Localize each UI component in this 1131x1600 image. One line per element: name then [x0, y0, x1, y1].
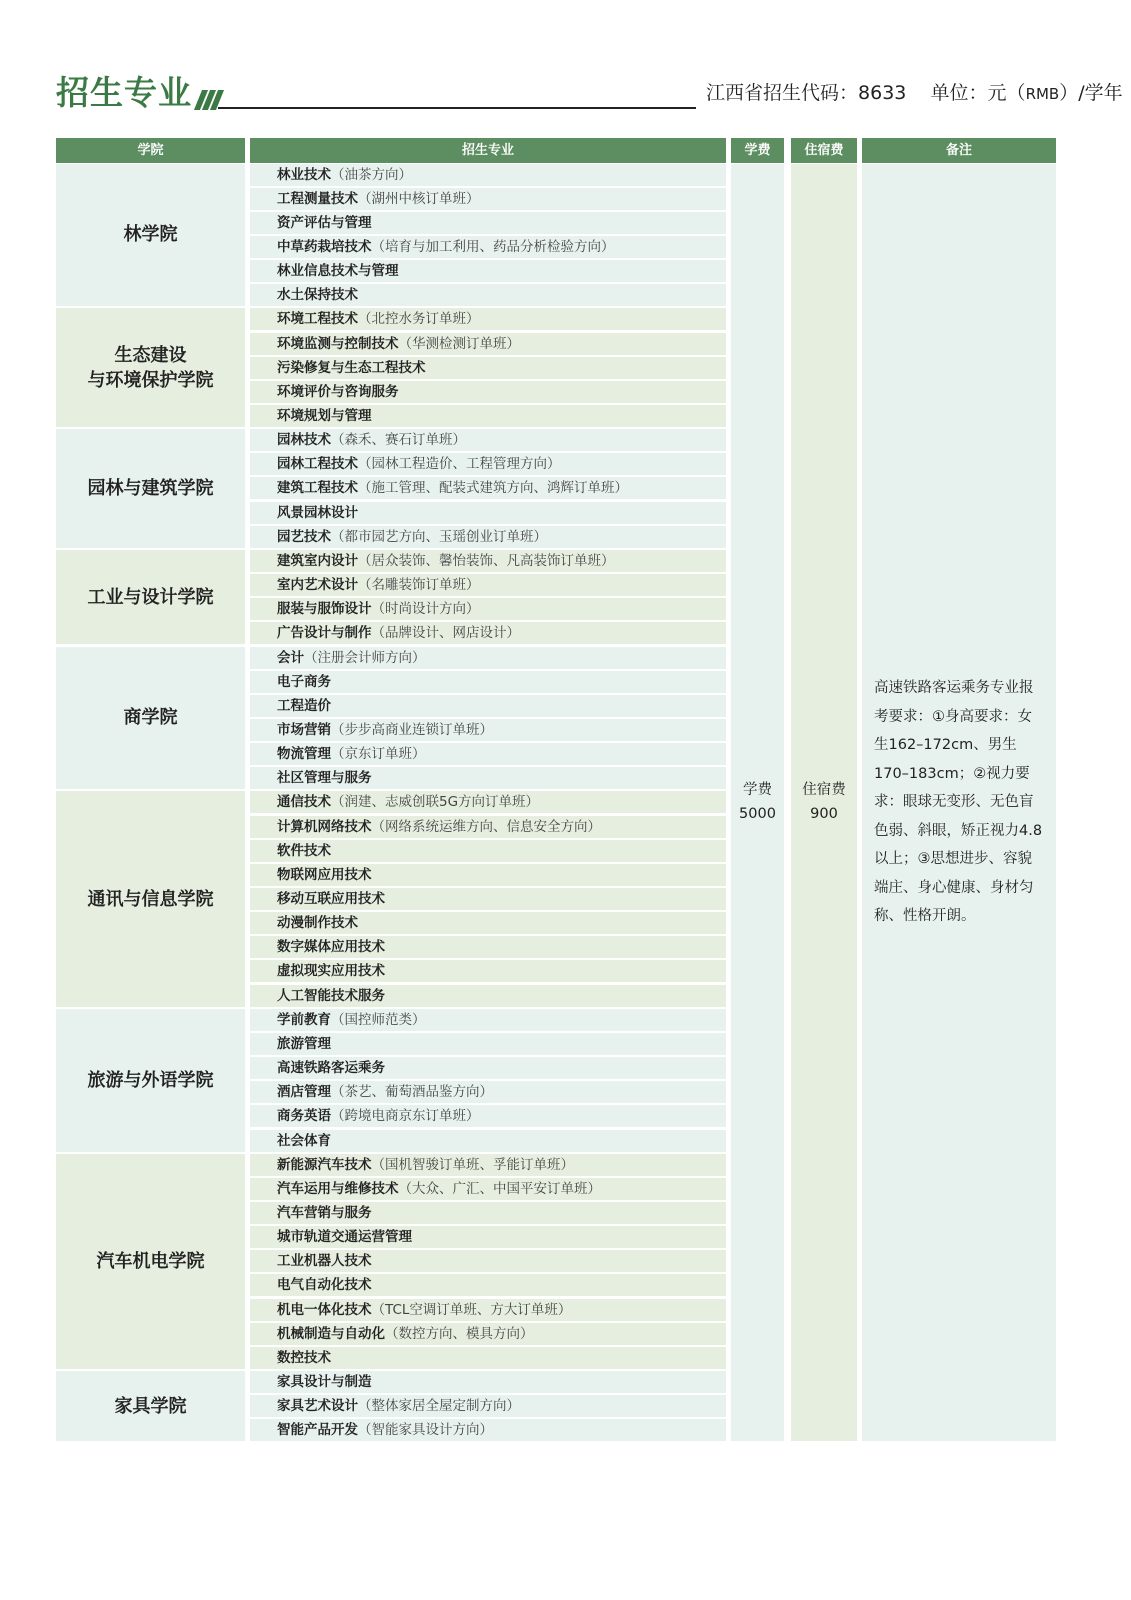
major-name: 工程测量技术: [277, 190, 358, 207]
major-name: 数控技术: [277, 1349, 331, 1366]
major-row: [250, 357, 726, 379]
college-cell: [56, 1371, 245, 1441]
major-note: （京东订单班）: [331, 746, 426, 763]
major-note: （注册会计师方向）: [304, 649, 426, 666]
major-row: [250, 260, 726, 282]
major-row: [250, 816, 726, 838]
major-name: 社会体育: [277, 1132, 331, 1149]
major-name: 环境评价与咨询服务: [277, 383, 399, 400]
major-note: （华测检测订单班）: [398, 335, 520, 352]
college-name: 商学院: [123, 707, 178, 729]
major-note: （居众装饰、馨怡装饰、凡高装饰订单班）: [358, 552, 615, 569]
unit-suffix: ）/学年: [1059, 82, 1123, 104]
major-name: 水土保持技术: [277, 287, 358, 304]
major-row: [250, 695, 726, 717]
major-row: [250, 1250, 726, 1272]
major-note: （培育与加工利用、药品分析检验方向）: [371, 238, 615, 255]
header-rule: [218, 107, 696, 109]
major-row: [250, 1178, 726, 1200]
major-name: 中草药栽培技术: [277, 238, 372, 255]
college-name: 工业与设计学院: [87, 586, 214, 608]
major-name: 园艺技术: [277, 528, 331, 545]
major-row: [250, 647, 726, 669]
college-name: 旅游与外语学院: [87, 1069, 214, 1091]
college-cell: [56, 429, 245, 548]
major-note: （网络系统运维方向、信息安全方向）: [371, 818, 601, 835]
major-name: 通信技术: [277, 794, 331, 811]
column-header-remarks: 备注: [862, 138, 1056, 163]
major-row: [250, 405, 726, 427]
major-row: [250, 284, 726, 306]
major-name: 园林工程技术: [277, 456, 358, 473]
major-row: [250, 477, 726, 499]
major-name: 商务英语: [277, 1108, 331, 1125]
major-row: [250, 1299, 726, 1321]
major-name: 旅游管理: [277, 1035, 331, 1052]
major-name: 动漫制作技术: [277, 915, 358, 932]
major-row: [250, 719, 726, 741]
college-name: 家具学院: [114, 1395, 187, 1417]
major-note: （油茶方向）: [331, 166, 412, 183]
major-row: [250, 985, 726, 1007]
major-row: [250, 1081, 726, 1103]
major-row: [250, 936, 726, 958]
major-row: [250, 1226, 726, 1248]
major-name: 虚拟现实应用技术: [277, 963, 385, 980]
major-note: （智能家具设计方向）: [358, 1422, 493, 1439]
major-name: 服装与服饰设计: [277, 601, 372, 618]
major-row: [250, 212, 726, 234]
major-row: [250, 767, 726, 789]
tuition-cell: [731, 164, 784, 1442]
major-name: 污染修复与生态工程技术: [277, 359, 426, 376]
major-row: [250, 598, 726, 620]
major-row: [250, 1105, 726, 1127]
major-row: [250, 453, 726, 475]
column-header-lodging: 住宿费: [791, 138, 857, 163]
major-note: （森禾、赛石订单班）: [331, 432, 466, 449]
column-header-college: 学院: [56, 138, 245, 163]
page-header: [56, 72, 1123, 114]
remarks-text: 高速铁路客运乘务专业报考要求：①身高要求：女生162–172cm、男生170–183cm；②视力要求：眼球无变形、无色盲色弱、斜眼，矫正视力4.8以上；③思想进步、容貌端庄、身心健康、身材匀称、性格开朗。: [874, 680, 1043, 925]
major-row: [250, 1419, 726, 1441]
major-name: 移动互联应用技术: [277, 891, 385, 907]
major-name: 家具设计与制造: [277, 1374, 372, 1390]
major-name: 室内艺术设计: [277, 577, 358, 594]
major-note: （品牌设计、网店设计）: [371, 625, 520, 642]
college-name: 林学院: [123, 224, 178, 246]
college-cell: [56, 1009, 245, 1152]
major-name: 电气自动化技术: [277, 1277, 372, 1294]
major-note: （步步高商业连锁订单班）: [331, 721, 493, 738]
major-name: 学前教育: [277, 1011, 331, 1028]
major-name: 环境规划与管理: [277, 408, 372, 424]
tuition-value: 5000: [739, 806, 776, 823]
major-name: 工业机器人技术: [277, 1253, 372, 1270]
major-row: [250, 912, 726, 934]
unit-label: 单位：元（: [930, 82, 1026, 104]
college-cell: [56, 308, 245, 427]
major-name: 市场营销: [277, 721, 331, 738]
major-row: [250, 526, 726, 548]
admission-code: 8633: [858, 82, 907, 104]
college-cell: [56, 791, 245, 1006]
college-name: 园林与建筑学院: [87, 478, 214, 500]
major-note: （大众、广汇、中国平安订单班）: [398, 1180, 601, 1197]
major-note: （都市园艺方向、玉瑶创业订单班）: [331, 528, 547, 545]
major-note: （北控水务订单班）: [358, 311, 480, 328]
major-row: [250, 333, 726, 355]
page-title: 招生专业: [56, 73, 192, 112]
major-row: [250, 1347, 726, 1369]
major-name: 建筑室内设计: [277, 552, 358, 569]
major-note: （园林工程造价、工程管理方向）: [358, 456, 561, 473]
major-row: [250, 574, 726, 596]
major-note: （润建、志威创联5G方向订单班）: [331, 794, 540, 811]
major-name: 智能产品开发: [277, 1422, 358, 1439]
major-name: 人工智能技术服务: [277, 987, 385, 1004]
major-name: 广告设计与制作: [277, 625, 372, 642]
major-row: [250, 888, 726, 910]
college-name: 汽车机电学院: [96, 1250, 205, 1272]
major-name: 林业技术: [277, 166, 331, 183]
major-row: [250, 236, 726, 258]
major-name: 林业信息技术与管理: [277, 263, 399, 280]
major-row: [250, 671, 726, 693]
major-name: 建筑工程技术: [277, 480, 358, 497]
college-cell: [56, 550, 245, 645]
major-note: （茶艺、葡萄酒品鉴方向）: [331, 1084, 493, 1101]
major-row: [250, 1130, 726, 1152]
major-row: [250, 164, 726, 186]
major-name: 物流管理: [277, 746, 331, 763]
lodging-value: 900: [810, 806, 838, 823]
major-name: 城市轨道交通运营管理: [277, 1229, 412, 1246]
major-name: 机械制造与自动化: [277, 1325, 385, 1342]
lodging-cell: [791, 164, 857, 1442]
major-row: [250, 791, 726, 813]
major-name: 家具艺术设计: [277, 1398, 358, 1415]
code-label: 江西省招生代码：: [706, 82, 859, 104]
college-cell: [56, 164, 245, 307]
major-row: [250, 381, 726, 403]
major-row: [250, 1371, 726, 1393]
major-name: 汽车营销与服务: [277, 1204, 372, 1221]
major-note: （名雕装饰订单班）: [358, 577, 480, 594]
major-note: （跨境电商京东订单班）: [331, 1108, 480, 1125]
major-row: [250, 1057, 726, 1079]
major-name: 机电一体化技术: [277, 1301, 372, 1318]
major-note: （整体家居全屋定制方向）: [358, 1398, 520, 1415]
major-name: 汽车运用与维修技术: [277, 1180, 399, 1197]
tuition-label: 学费: [743, 782, 772, 799]
major-row: [250, 502, 726, 524]
major-row: [250, 1154, 726, 1176]
major-row: [250, 308, 726, 330]
major-row: [250, 960, 726, 982]
major-note: （施工管理、配装式建筑方向、鸿辉订单班）: [358, 480, 628, 497]
major-name: 新能源汽车技术: [277, 1156, 372, 1173]
major-row: [250, 1323, 726, 1345]
admission-meta: [706, 72, 1123, 115]
college-cell: [56, 647, 245, 790]
major-name: 资产评估与管理: [277, 214, 372, 231]
major-row: [250, 429, 726, 451]
major-name: 园林技术: [277, 432, 331, 449]
major-note: （国控师范类）: [331, 1011, 426, 1028]
major-name: 高速铁路客运乘务: [277, 1060, 385, 1077]
major-row: [250, 1395, 726, 1417]
major-name: 环境工程技术: [277, 311, 358, 328]
major-row: [250, 622, 726, 644]
major-name: 软件技术: [277, 842, 331, 859]
major-name: 酒店管理: [277, 1084, 331, 1101]
major-note: （国机智骏订单班、孚能订单班）: [371, 1156, 574, 1173]
major-note: （数控方向、模具方向）: [385, 1325, 534, 1342]
major-row: [250, 840, 726, 862]
college-name: 生态建设 与环境保护学院: [87, 344, 214, 391]
major-row: [250, 1033, 726, 1055]
column-header-major: 招生专业: [250, 138, 726, 163]
lodging-label: 住宿费: [802, 782, 846, 799]
remarks-cell: [862, 164, 1056, 1442]
major-row: [250, 1009, 726, 1031]
major-row: [250, 1274, 726, 1296]
major-row: [250, 864, 726, 886]
major-note: （TCL空调订单班、方大订单班）: [371, 1301, 572, 1318]
major-name: 风景园林设计: [277, 504, 358, 521]
major-name: 工程造价: [277, 697, 331, 714]
major-note: （时尚设计方向）: [371, 601, 480, 618]
major-row: [250, 188, 726, 210]
column-header-tuition: 学费: [731, 138, 784, 163]
major-name: 社区管理与服务: [277, 770, 372, 787]
major-row: [250, 743, 726, 765]
major-name: 数字媒体应用技术: [277, 939, 385, 956]
unit-currency: RMB: [1025, 85, 1060, 103]
major-row: [250, 550, 726, 572]
major-name: 会计: [277, 649, 304, 666]
major-name: 计算机网络技术: [277, 818, 372, 835]
major-row: [250, 1202, 726, 1224]
major-name: 电子商务: [277, 673, 331, 690]
major-note: （湖州中核订单班）: [358, 190, 480, 207]
college-name: 通讯与信息学院: [87, 888, 214, 910]
major-name: 物联网应用技术: [277, 866, 372, 883]
major-name: 环境监测与控制技术: [277, 335, 399, 352]
college-cell: [56, 1154, 245, 1369]
